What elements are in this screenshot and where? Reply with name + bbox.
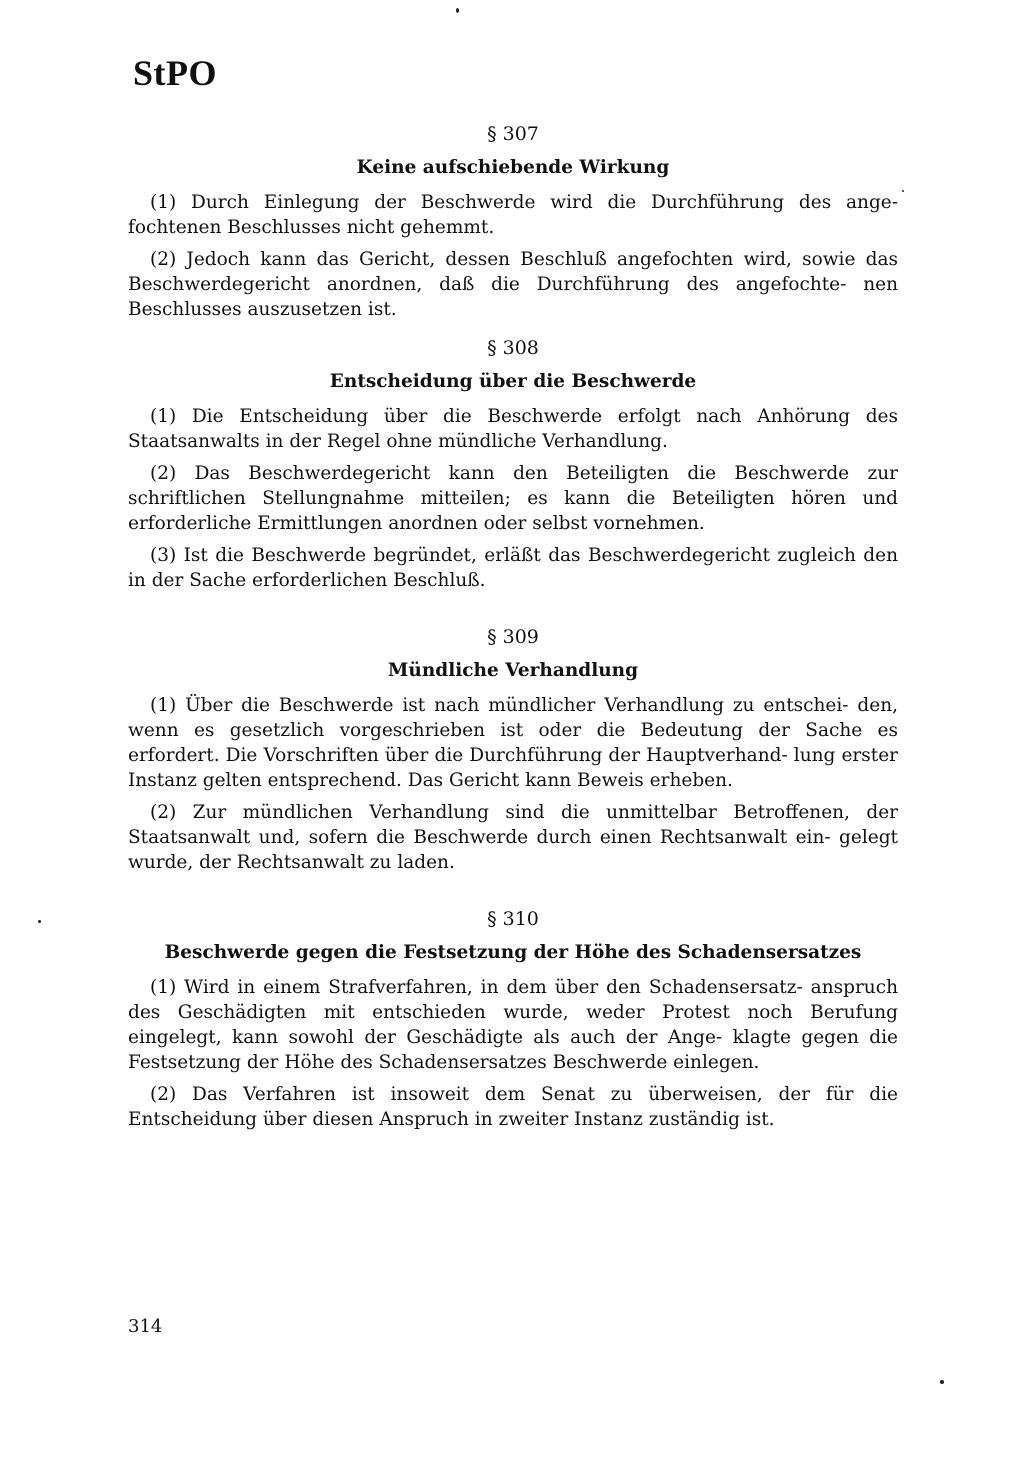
section-310 xyxy=(128,905,898,1132)
section-309 xyxy=(128,623,898,875)
paragraph: (1) Wird in einem Strafverfahren, in dem über den Schadensersatz- anspruch des Geschädigten mit entschieden wurde, weder Protest noch Berufung eingelegt, kann sowohl der Geschädigte als auch der Ange- klagte gegen die Festsetzung der Höhe des Schadensersatzes Beschwerde einlegen. xyxy=(128,977,898,1073)
paragraph: (2) Das Verfahren ist insoweit dem Senat zu überweisen, der für die Entscheidung über diesen Anspruch in zweiter Instanz zuständig ist. xyxy=(128,1084,898,1130)
section-title: Entscheidung über die Beschwerde xyxy=(329,371,697,392)
paragraph: (2) Zur mündlichen Verhandlung sind die unmittelbar Betroffenen, der Staatsanwalt und, sofern die Beschwerde durch einen Rechtsanwalt ein- gelegt wurde, der Rechtsanwalt zu laden. xyxy=(128,802,898,873)
scan-speck xyxy=(456,8,459,13)
paragraph: (2) Das Beschwerdegericht kann den Beteiligten die Beschwerde zur schriftlichen Stellungnahme mitteilen; es kann die Beteiligten hören und erforderliche Ermittlungen anordnen oder selbst vornehmen. xyxy=(128,463,898,534)
page-content xyxy=(128,118,898,1139)
paragraph: (2) Jedoch kann das Gericht, dessen Beschluß angefochten wird, sowie das Beschwerdegericht anordnen, daß die Durchführung des angefochte- nen Beschlusses auszusetzen ist. xyxy=(128,249,898,320)
paragraph: (1) Über die Beschwerde ist nach mündlicher Verhandlung zu entschei- den, wenn es gesetzlich vorgeschrieben ist oder die Bedeutung der Sache es erfordert. Die Vorschriften über die Durchführung der Hauptverhand- lung erster Instanz gelten entsprechend. Das Gericht kann Beweis erheben. xyxy=(128,695,898,791)
section-title: Mündliche Verhandlung xyxy=(387,660,639,681)
section-title: Keine aufschiebende Wirkung xyxy=(356,157,670,178)
section-308 xyxy=(128,334,898,593)
paragraph: (3) Ist die Beschwerde begründet, erläßt das Beschwerdegericht zugleich den in der Sache erforderlichen Beschluß. xyxy=(128,545,898,591)
section-307 xyxy=(128,120,898,322)
scan-speck xyxy=(38,920,41,923)
scan-speck xyxy=(902,190,904,192)
section-title: Beschwerde gegen die Festsetzung der Höhe des Schadensersatzes xyxy=(164,942,862,963)
section-number: § 308 xyxy=(487,337,539,359)
paragraph: (1) Die Entscheidung über die Beschwerde erfolgt nach Anhörung des Staatsanwalts in der Regel ohne mündliche Verhandlung. xyxy=(128,406,898,452)
section-number: § 310 xyxy=(487,908,539,930)
scan-speck xyxy=(940,1380,944,1384)
running-head: StPO xyxy=(133,53,218,93)
section-number: § 307 xyxy=(487,123,539,145)
page-number: 314 xyxy=(128,1316,163,1337)
section-number: § 309 xyxy=(487,626,539,648)
paragraph: (1) Durch Einlegung der Beschwerde wird die Durchführung des ange- fochtenen Beschlusses nicht gehemmt. xyxy=(128,192,898,238)
